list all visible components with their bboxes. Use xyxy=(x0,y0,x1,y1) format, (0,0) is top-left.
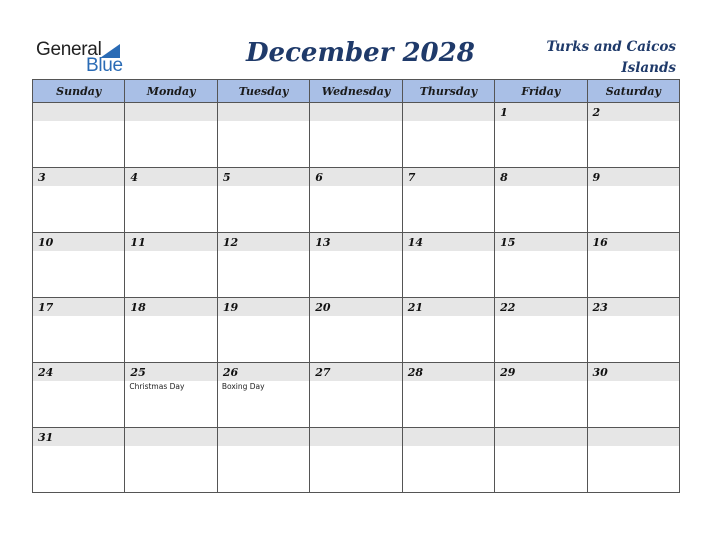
day-number-band xyxy=(218,428,309,446)
day-number: 29 xyxy=(500,366,516,379)
day-cell xyxy=(125,298,217,363)
day-cell xyxy=(33,298,125,363)
day-cell xyxy=(310,233,402,298)
day-cell xyxy=(217,363,309,428)
country-name xyxy=(476,37,676,79)
day-number-band xyxy=(33,168,124,186)
day-cell xyxy=(125,428,217,493)
day-cell xyxy=(33,233,125,298)
day-number-band xyxy=(495,168,586,186)
day-cell xyxy=(587,298,679,363)
day-number-band xyxy=(310,103,401,121)
day-cell xyxy=(495,363,587,428)
weekday-header: Tuesday xyxy=(217,80,309,103)
weekday-header: Wednesday xyxy=(310,80,402,103)
day-number: 17 xyxy=(38,301,54,314)
day-number: 4 xyxy=(130,171,139,184)
day-number: 19 xyxy=(222,301,239,314)
generalblue-logo xyxy=(36,39,136,75)
day-number: 12 xyxy=(222,236,239,249)
day-number-band xyxy=(588,428,679,446)
day-number: 22 xyxy=(500,301,516,314)
day-number-band xyxy=(403,428,494,446)
weekday-header: Sunday xyxy=(33,80,125,103)
day-number: 20 xyxy=(315,301,331,314)
day-number: 5 xyxy=(222,171,231,184)
day-number: 10 xyxy=(38,236,54,249)
week-row xyxy=(33,103,680,168)
holiday-label: Christmas Day xyxy=(129,382,185,391)
day-number: 21 xyxy=(407,301,423,314)
day-number: 7 xyxy=(407,171,416,184)
weekday-header: Monday xyxy=(125,80,217,103)
logo-general-text: General xyxy=(36,39,102,60)
day-cell xyxy=(217,298,309,363)
day-number: 31 xyxy=(38,431,54,444)
day-number-band xyxy=(218,103,309,121)
day-cell xyxy=(495,298,587,363)
day-number: 2 xyxy=(592,106,601,119)
day-cell xyxy=(587,428,679,493)
day-number: 11 xyxy=(130,236,146,249)
day-number-band xyxy=(218,168,309,186)
logo-blue-text: Blue xyxy=(86,55,123,76)
day-number: 14 xyxy=(407,236,423,249)
day-number-band xyxy=(125,428,216,446)
day-cell xyxy=(310,103,402,168)
day-cell xyxy=(587,363,679,428)
week-row xyxy=(33,428,680,493)
day-cell xyxy=(402,168,494,233)
day-number-band xyxy=(125,103,216,121)
day-cell xyxy=(310,363,402,428)
week-row xyxy=(33,298,680,363)
week-row xyxy=(33,233,680,298)
day-cell xyxy=(495,428,587,493)
week-row xyxy=(33,168,680,233)
day-cell xyxy=(33,363,125,428)
day-cell xyxy=(310,428,402,493)
day-number: 13 xyxy=(315,236,331,249)
day-cell xyxy=(217,168,309,233)
country-line-1: Turks and Caicos xyxy=(546,39,676,55)
day-cell xyxy=(402,428,494,493)
day-cell xyxy=(310,298,402,363)
day-number: 27 xyxy=(315,366,331,379)
day-number-band xyxy=(125,168,216,186)
day-number: 15 xyxy=(500,236,516,249)
day-cell xyxy=(495,103,587,168)
day-number-band xyxy=(495,103,586,121)
weekday-header: Saturday xyxy=(587,80,679,103)
day-cell xyxy=(587,103,679,168)
day-number: 24 xyxy=(38,366,54,379)
day-number: 28 xyxy=(407,366,423,379)
day-number: 30 xyxy=(592,366,608,379)
day-number: 3 xyxy=(38,171,46,184)
day-cell xyxy=(33,428,125,493)
weekday-header-row xyxy=(33,80,680,103)
day-cell xyxy=(217,428,309,493)
day-number: 23 xyxy=(592,301,608,314)
day-number-band xyxy=(403,168,494,186)
day-cell xyxy=(125,363,217,428)
day-number: 8 xyxy=(500,171,508,184)
day-cell xyxy=(495,168,587,233)
calendar-grid xyxy=(32,79,680,493)
day-number-band xyxy=(310,428,401,446)
country-line-2: Islands xyxy=(621,60,676,76)
day-cell xyxy=(217,103,309,168)
day-cell xyxy=(125,168,217,233)
holiday-label: Boxing Day xyxy=(221,382,265,391)
day-cell xyxy=(125,103,217,168)
day-number: 26 xyxy=(222,366,239,379)
week-row xyxy=(33,363,680,428)
day-cell xyxy=(33,103,125,168)
weekday-header: Friday xyxy=(495,80,587,103)
day-cell xyxy=(402,103,494,168)
page-title: December 2028 xyxy=(246,38,475,68)
day-cell xyxy=(495,233,587,298)
day-number: 6 xyxy=(315,171,323,184)
day-number: 9 xyxy=(592,171,601,184)
day-number: 1 xyxy=(500,106,508,119)
day-cell xyxy=(33,168,125,233)
day-cell xyxy=(402,363,494,428)
day-number-band xyxy=(310,168,401,186)
day-cell xyxy=(402,298,494,363)
day-number-band xyxy=(588,103,679,121)
weekday-header: Thursday xyxy=(402,80,494,103)
day-number-band xyxy=(495,428,586,446)
day-cell xyxy=(587,233,679,298)
day-number-band xyxy=(588,168,679,186)
day-number: 18 xyxy=(130,301,146,314)
day-cell xyxy=(587,168,679,233)
day-cell xyxy=(125,233,217,298)
day-cell xyxy=(310,168,402,233)
day-cell xyxy=(217,233,309,298)
day-cell xyxy=(402,233,494,298)
day-number: 25 xyxy=(130,366,146,379)
day-number: 16 xyxy=(592,236,608,249)
day-number-band xyxy=(403,103,494,121)
day-number-band xyxy=(33,103,124,121)
